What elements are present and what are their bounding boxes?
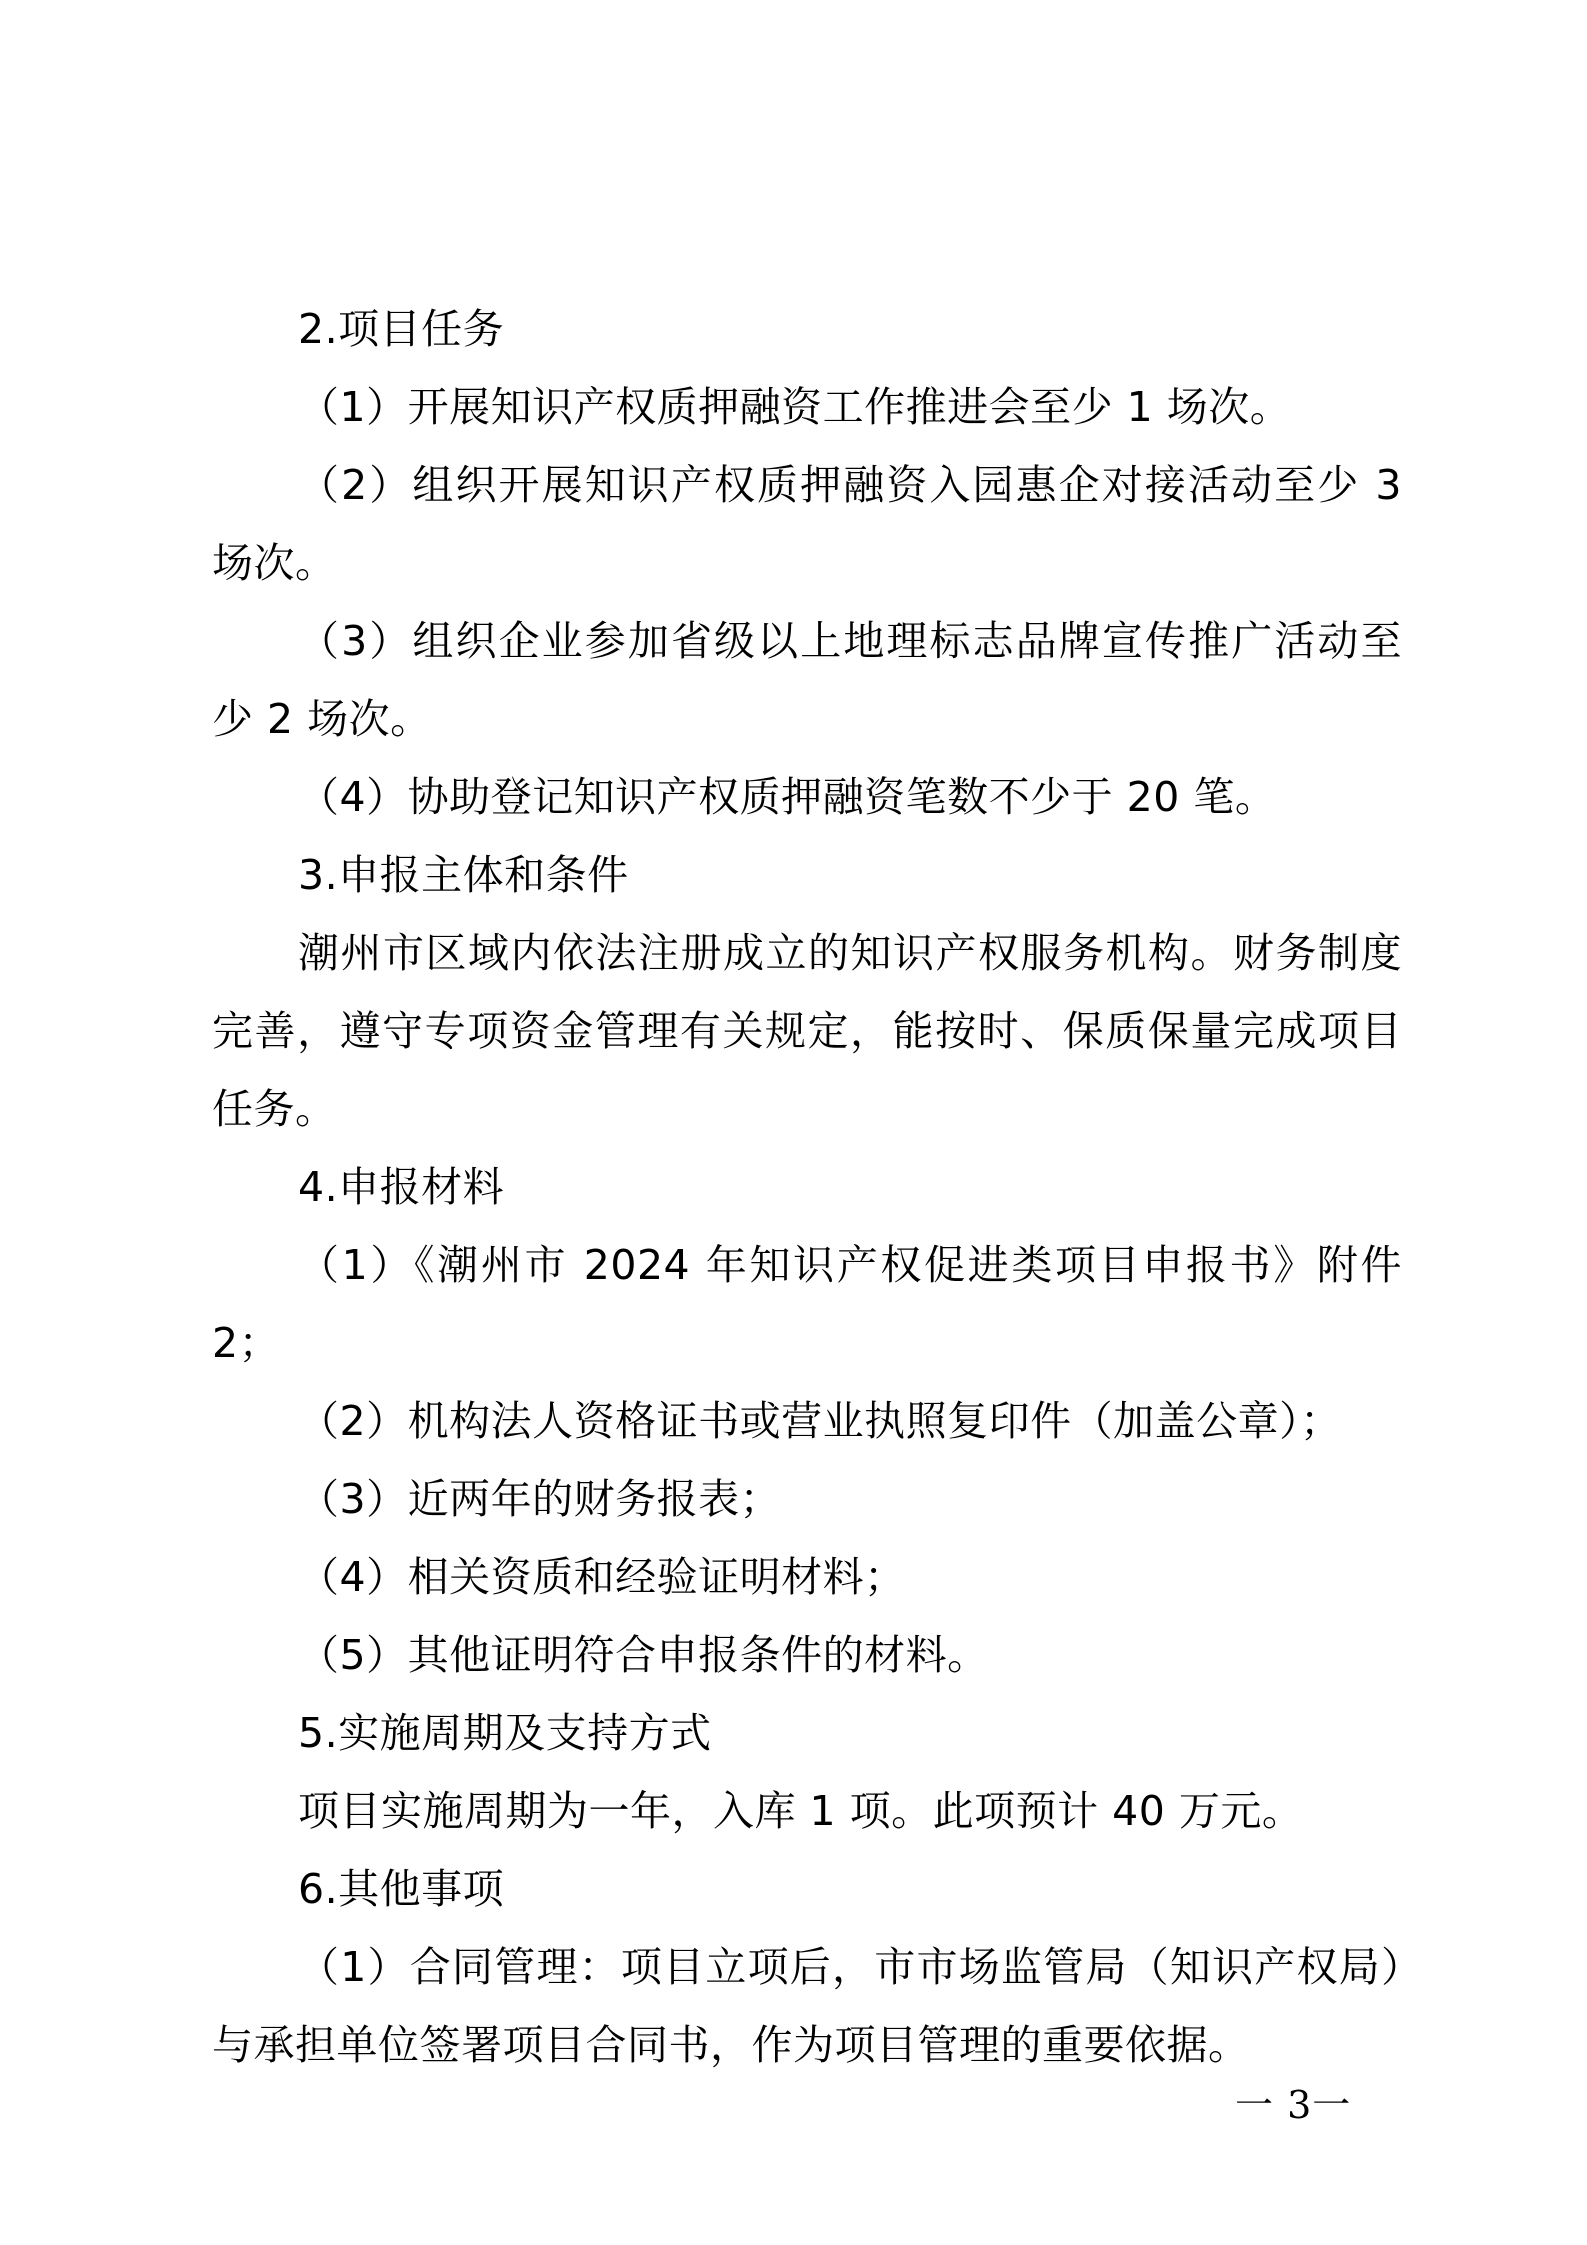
applicant-conditions-text: 潮州市区域内依法注册成立的知识产权服务机构。财务制度完善，遵守专项资金管理有关规定，能按时、保质保量完成项目任务。 xyxy=(212,929,1402,1133)
page-number: 一 3一 xyxy=(1235,2083,1352,2127)
material-item-5: （5）其他证明符合申报条件的材料。 xyxy=(298,1631,989,1679)
period-support-text: 项目实施周期为一年，入库 1 项。此项预计 40 万元。 xyxy=(298,1787,1304,1835)
section-heading-period-support: 5.实施周期及支持方式 xyxy=(298,1709,712,1757)
document-body xyxy=(212,290,1402,2084)
task-item-2: （2）组织开展知识产权质押融资入园惠企对接活动至少 3 场次。 xyxy=(212,461,1402,587)
task-item-3: （3）组织企业参加省级以上地理标志品牌宣传推广活动至少 2 场次。 xyxy=(212,617,1402,743)
material-item-3: （3）近两年的财务报表； xyxy=(298,1475,782,1523)
material-item-2: （2）机构法人资格证书或营业执照复印件（加盖公章）； xyxy=(298,1397,1342,1445)
section-heading-project-tasks: 2.项目任务 xyxy=(298,305,505,353)
material-item-4: （4）相关资质和经验证明材料； xyxy=(298,1553,906,1601)
section-heading-other-matters: 6.其他事项 xyxy=(298,1865,505,1913)
other-matter-item-1: （1）合同管理：项目立项后，市市场监管局（知识产权局）与承担单位签署项目合同书，作为项目管理的重要依据。 xyxy=(212,1943,1402,2069)
material-item-1: （1）《潮州市 2024 年知识产权促进类项目申报书》附件 2； xyxy=(212,1241,1402,1367)
section-heading-applicant-conditions: 3.申报主体和条件 xyxy=(298,851,629,899)
task-item-4: （4）协助登记知识产权质押融资笔数不少于 20 笔。 xyxy=(298,773,1277,821)
task-item-1: （1）开展知识产权质押融资工作推进会至少 1 场次。 xyxy=(298,383,1292,431)
section-heading-application-materials: 4.申报材料 xyxy=(298,1163,505,1211)
